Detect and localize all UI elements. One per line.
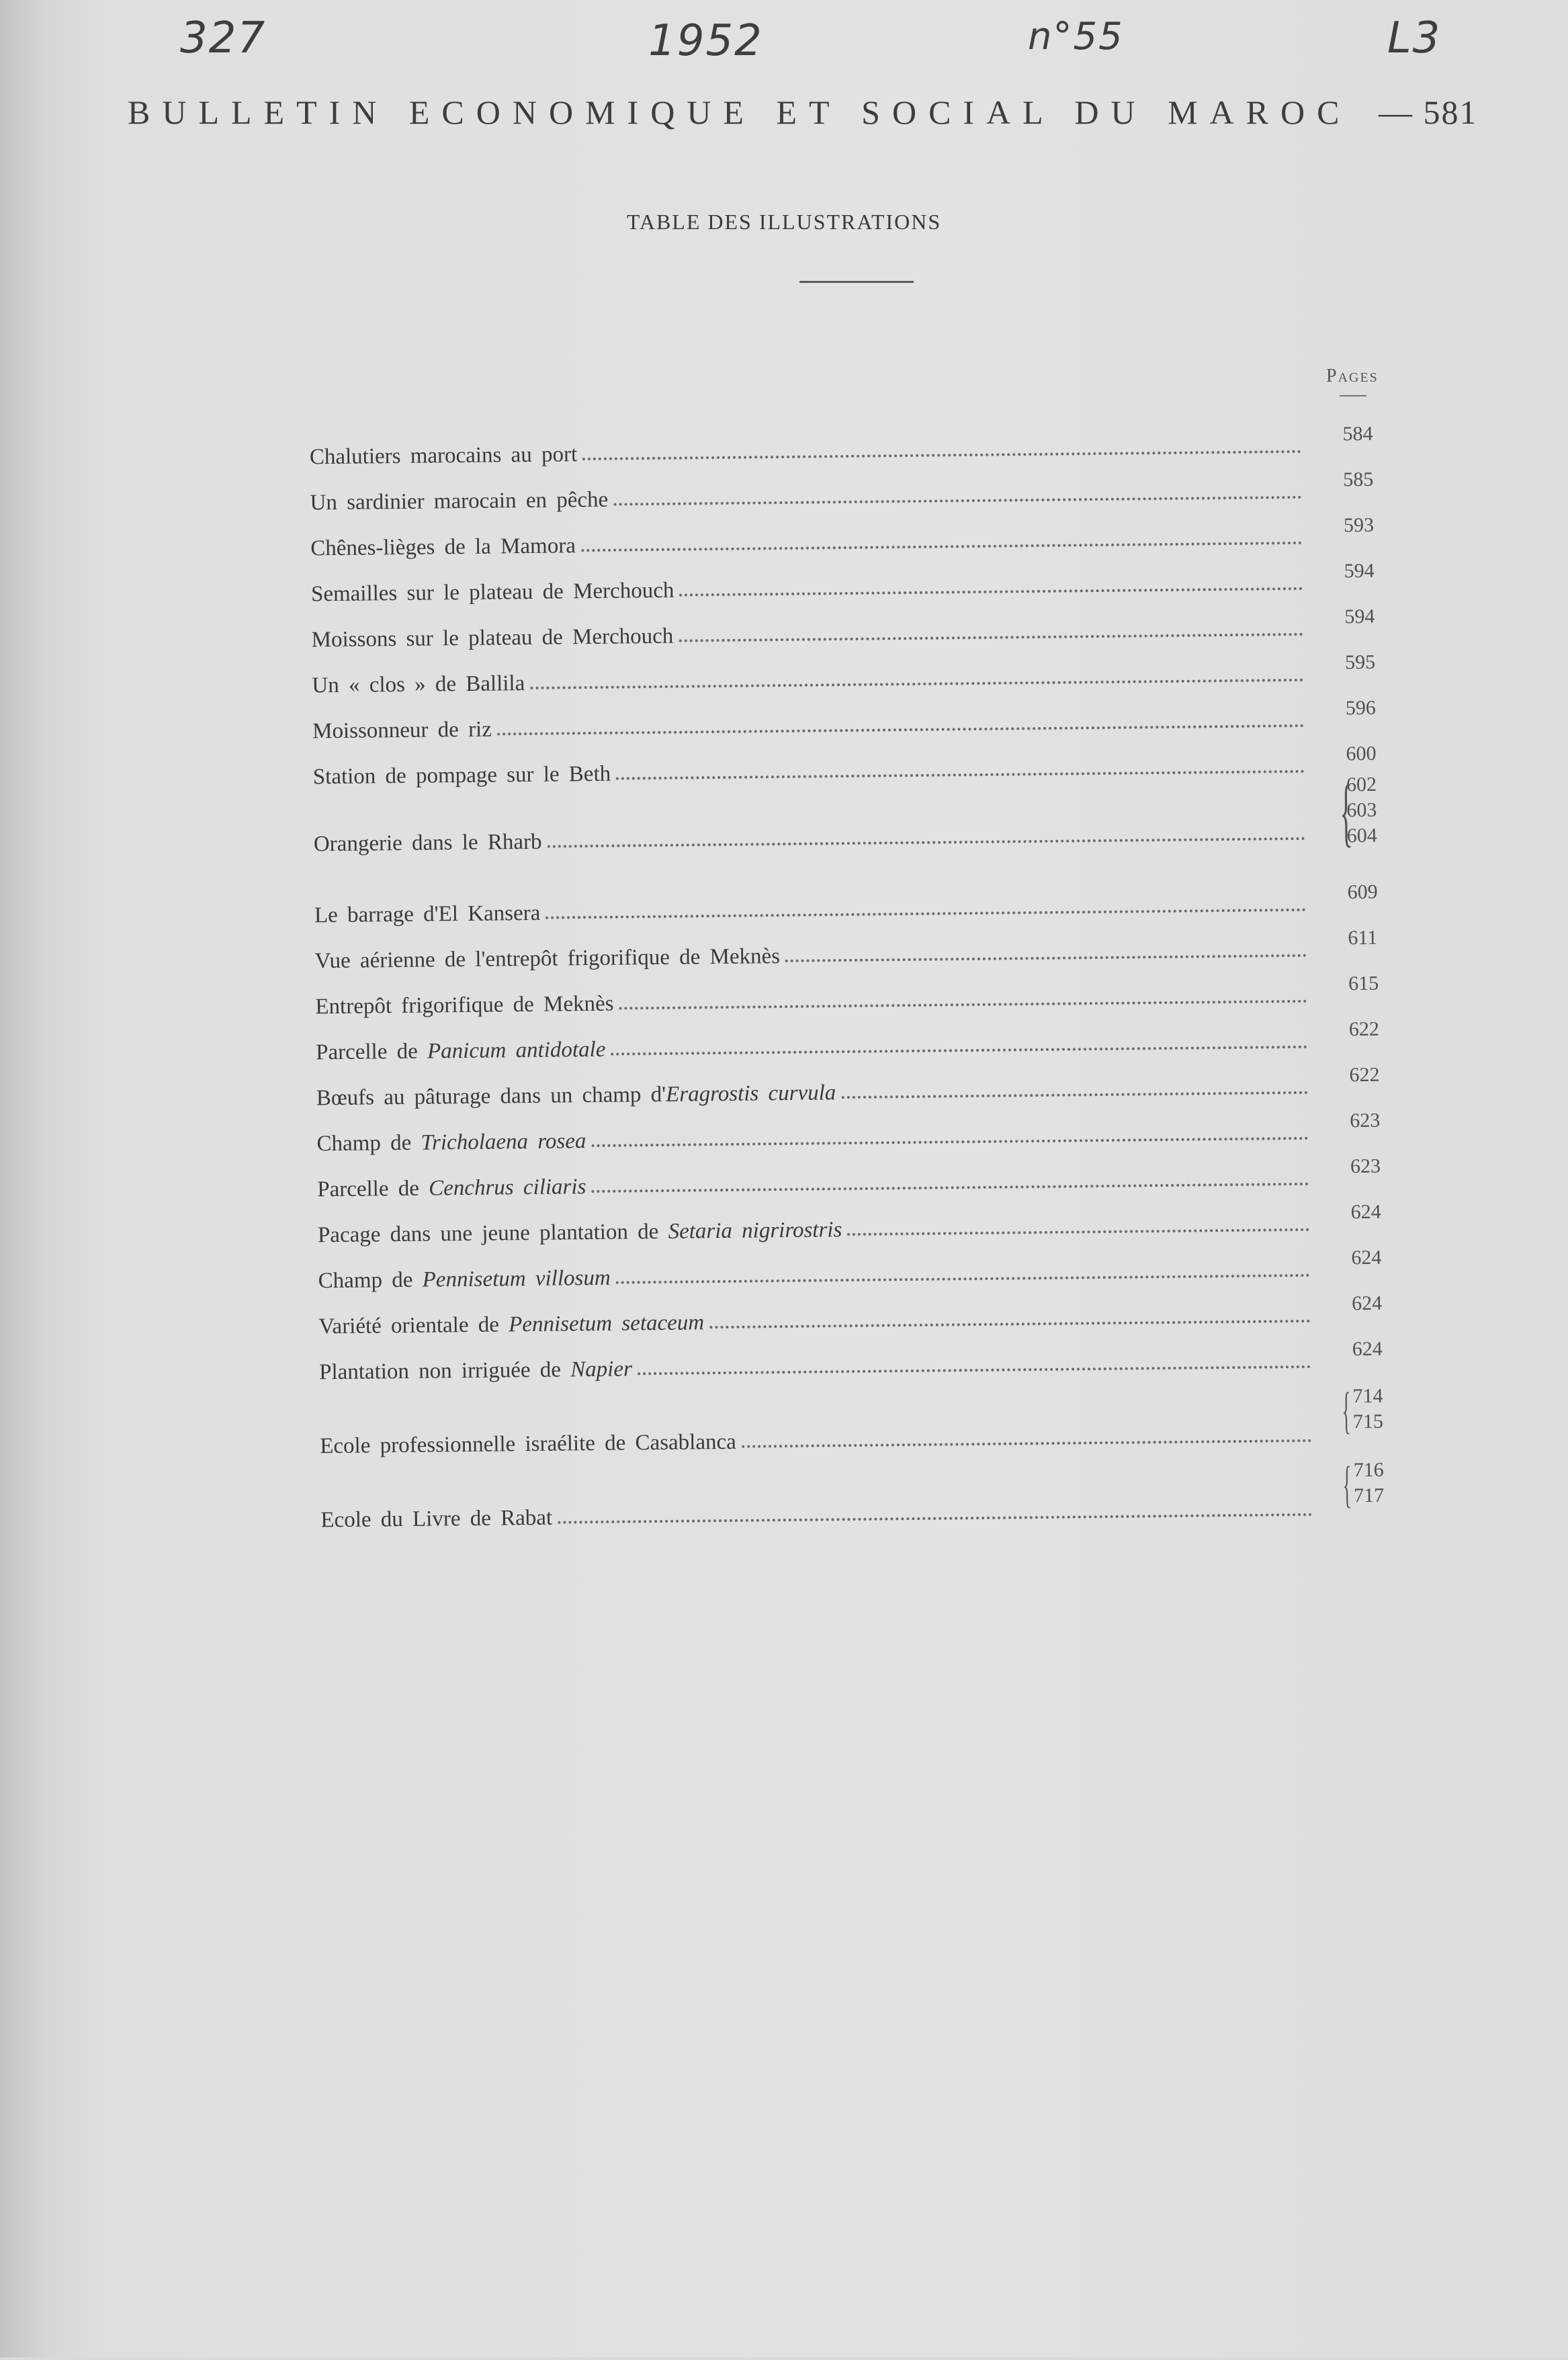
entry-page: 593 [1343,513,1375,537]
toc-entry [316,1113,1324,1157]
entry-page: 624 [1350,1200,1381,1224]
entry-title [318,1310,709,1339]
entry-title-text: Le barrage d'El Kansera [314,900,541,928]
entry-title-italic: Setaria nigrirostris [668,1218,842,1244]
dot-leader [613,496,1301,506]
entry-title-italic: Napier [570,1357,633,1382]
dot-leader [548,837,1305,848]
entry-title [317,1175,592,1202]
entry-title-text: Champ de [318,1267,423,1294]
entry-title-text: Station de pompage sur le Beth [312,761,611,790]
dot-leader [785,954,1307,962]
toc-entry [317,1158,1325,1203]
entry-title-italic: Pennisetum setaceum [508,1310,705,1337]
entry-page: 585 [1343,468,1374,491]
toc-entry [313,746,1321,790]
toc-entry [315,976,1323,1020]
entry-title-text: Vue aérienne de l'entrepôt frigorifique de Meknès [314,944,781,974]
entry-title [314,901,546,929]
entry-title-text: Chalutiers marocains au port [309,442,578,470]
entry-title-italic: Cenchrus ciliaris [428,1175,586,1201]
toc-entry [312,700,1320,745]
entry-title-text: Entrepôt frigorifique de Meknès [315,991,614,1019]
entry-page: 715 [1352,1410,1384,1433]
toc-entry [310,517,1318,562]
entry-page: 594 [1344,559,1375,583]
page-number: — 581 [1378,93,1478,131]
entry-title-text: Plantation non irriguée de [318,1357,571,1385]
entry-page: 615 [1348,972,1379,995]
pages-label: Pages [1326,366,1379,386]
dot-leader [709,1320,1310,1329]
entry-page: 584 [1342,422,1373,446]
entry-title [318,1218,848,1248]
toc-entry [319,1341,1327,1386]
journal-title: BULLETIN ECONOMIQUE ET SOCIAL DU MAROC [128,93,1352,131]
toc-entry [316,1021,1323,1066]
entry-title [320,1506,558,1533]
toc-entry [320,1489,1328,1533]
dot-leader [591,1183,1309,1193]
toc-entry [311,609,1319,653]
dot-leader [546,909,1306,919]
handwritten-note-number: n°55 [1028,15,1124,58]
entry-page: 622 [1348,1017,1380,1041]
toc-entry [318,1204,1325,1249]
dot-leader [679,587,1303,597]
entry-page: 624 [1351,1246,1382,1269]
toc-entry [318,1296,1326,1340]
entry-page: 603 [1346,798,1377,822]
entry-title-text: Ecole du Livre de Rabat [320,1505,553,1533]
entry-title [310,534,581,561]
dot-leader [841,1091,1307,1099]
entry-title-text: Parcelle de [317,1176,429,1202]
toc-entry [310,426,1317,470]
toc-entry [311,563,1319,607]
toc-entry [314,813,1321,857]
entry-title-italic: Pennisetum villosum [422,1265,611,1292]
dot-leader [619,1000,1307,1010]
page-group-brace: { [1342,1382,1351,1439]
dot-leader [497,724,1304,736]
entry-page: 624 [1352,1337,1383,1361]
entry-title [310,442,583,470]
entry-page: 717 [1353,1484,1385,1507]
entry-page: 604 [1346,824,1377,847]
entry-title-text: Semailles sur le plateau de Merchouch [310,578,674,607]
entry-title-text: Moissonneur de riz [312,717,492,744]
entry-title-text: Pacage dans une jeune plantation de [317,1219,668,1248]
toc-entry [314,884,1322,929]
dot-leader [616,770,1305,780]
entry-title [314,830,548,857]
dot-leader [581,542,1302,552]
toc-entry [312,655,1319,699]
entry-page: 611 [1348,926,1378,950]
entry-title-italic: Eragrostis curvula [665,1081,836,1107]
entry-title [312,624,679,653]
entry-title [315,992,619,1020]
dot-leader [591,1137,1308,1147]
toc-entry [318,1250,1325,1294]
toc-entry [310,472,1317,516]
entry-title [315,944,786,974]
toc-entry [320,1415,1327,1460]
entry-title [316,1129,591,1156]
entry-page: 602 [1346,773,1377,796]
dot-leader [530,679,1303,689]
entry-title-text: Orangerie dans le Rharb [313,829,542,857]
entry-page: 594 [1344,605,1375,628]
dot-leader [679,633,1303,642]
entry-page: 623 [1350,1154,1381,1178]
entry-title-text: Champ de [316,1130,421,1156]
entry-page: 622 [1349,1063,1380,1087]
entry-page: 600 [1346,742,1377,765]
handwritten-note-1952: 1952 [648,16,763,66]
entry-title-text: Chênes-lièges de la Mamora [310,534,576,561]
handwritten-note-327: 327 [180,13,267,63]
entry-title [312,671,530,698]
toc-entry [316,1067,1324,1111]
entry-title [316,1038,611,1066]
entry-page: 714 [1352,1384,1383,1408]
entry-page: 609 [1347,880,1378,904]
dot-leader [742,1439,1311,1448]
toc-entry [314,930,1322,974]
dot-leader [582,450,1301,460]
entry-title [312,717,497,744]
dot-leader [558,1513,1312,1524]
entry-title-italic: Panicum antidotale [427,1037,606,1064]
entry-page: 623 [1350,1109,1381,1132]
page-group-brace: { [1339,769,1354,855]
entry-title-text: Un sardinier marocain en pêche [310,487,609,515]
dot-leader [611,1046,1307,1056]
entry-page: 596 [1345,696,1377,720]
entry-title-italic: Tricholaena rosea [421,1129,586,1155]
entry-title [313,762,617,790]
entry-title [320,1430,742,1460]
entry-title-text: Moissons sur le plateau de Merchouch [311,624,674,652]
entry-title-text: Bœufs au pâturage dans un champ d' [316,1082,666,1111]
entry-page: 595 [1344,650,1376,674]
entry-title [318,1266,615,1294]
toc-title: TABLE DES ILLUSTRATIONS [626,210,942,234]
entry-title-text: Un « clos » de Ballila [312,671,525,698]
entry-page: 624 [1351,1292,1383,1315]
dot-leader [847,1228,1309,1236]
entry-title [311,579,680,607]
entry-page: 716 [1353,1458,1384,1482]
dot-leader [616,1274,1310,1284]
entry-title [316,1081,842,1111]
page-group-brace: { [1342,1456,1352,1513]
entry-title [319,1357,638,1385]
entry-title-text: Variété orientale de [318,1312,509,1339]
handwritten-note-l3: L3 [1387,13,1442,63]
entry-title-text: Parcelle de [315,1039,428,1065]
dot-leader [638,1365,1311,1375]
entry-title [310,488,613,516]
entry-title-text: Ecole professionnelle israélite de Casablanca [320,1429,737,1459]
